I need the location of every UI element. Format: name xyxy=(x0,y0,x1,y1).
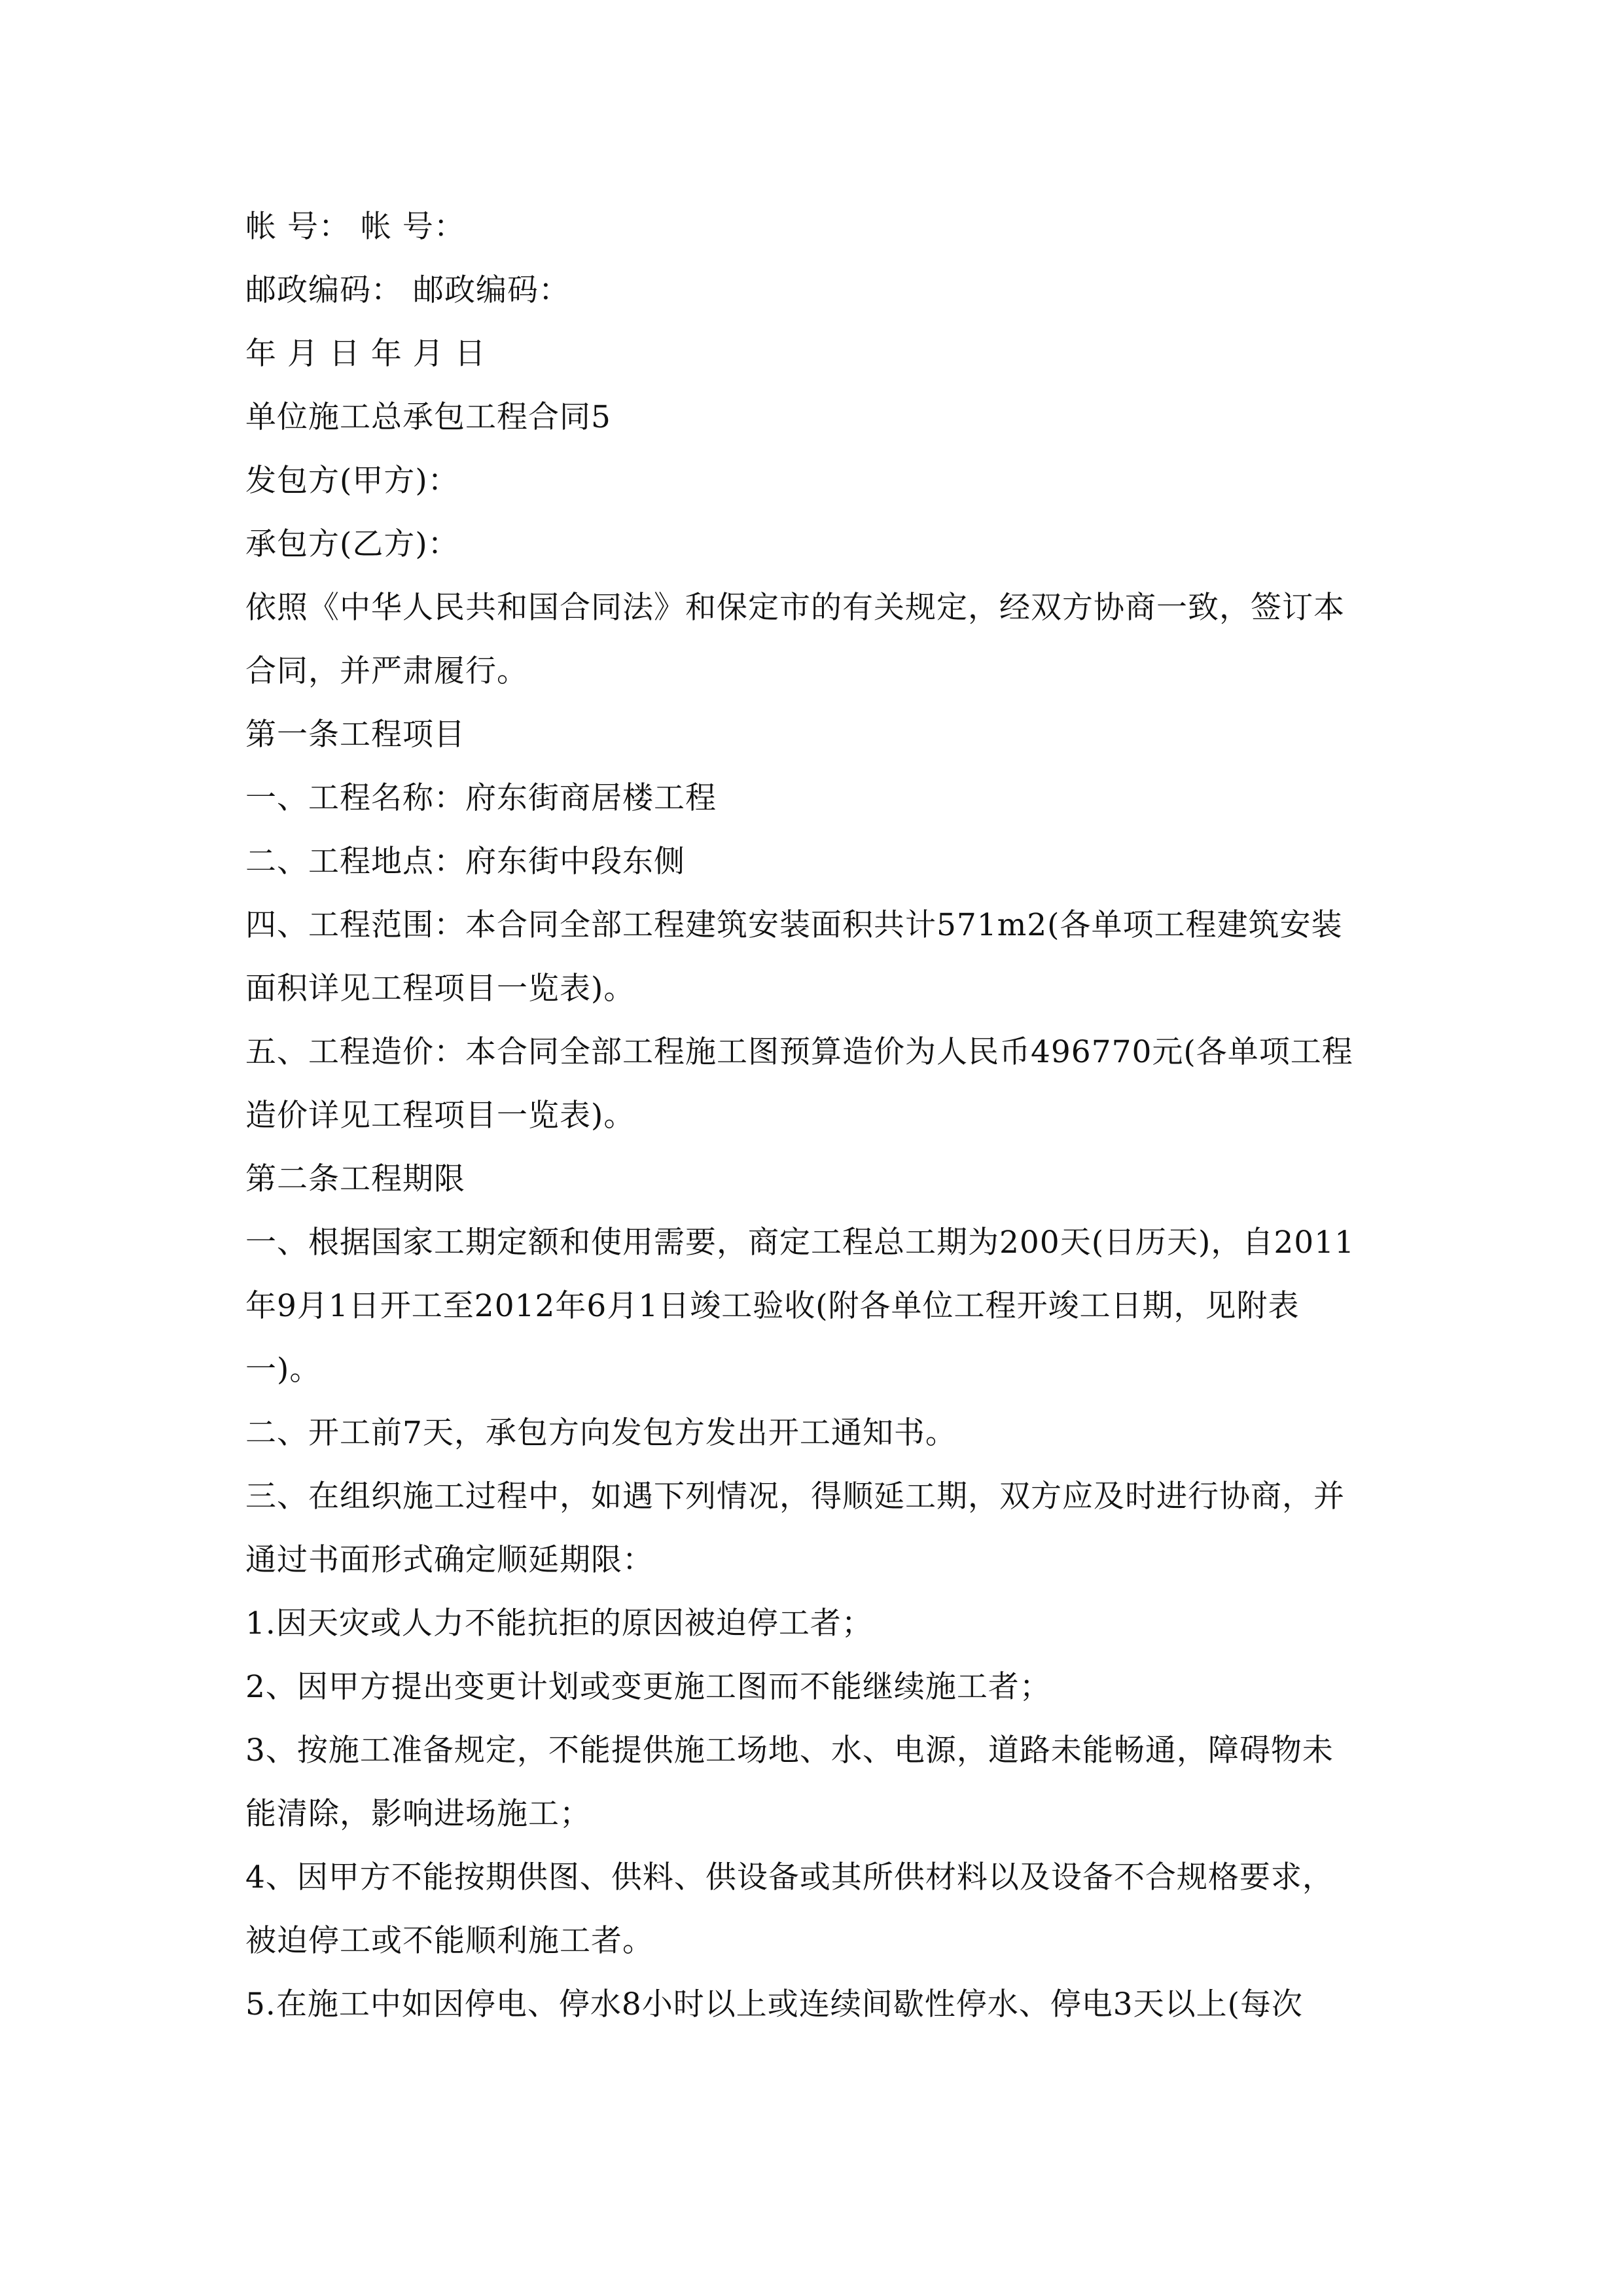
contract-title: 单位施工总承包工程合同5 xyxy=(245,399,611,435)
text-line: 一、根据国家工期定额和使用需要，商定工程总工期为200天(日历天)，自2011 xyxy=(245,1225,1355,1261)
text-line: 合同，并严肃履行。 xyxy=(245,653,528,689)
text-line-party-a: 发包方(甲方)： xyxy=(245,463,459,499)
list-item: 1.因天灾或人力不能抗拒的原因被迫停工者； xyxy=(245,1605,873,1641)
text-line: 面积详见工程项目一览表)。 xyxy=(245,971,635,1007)
text-line: 二、工程地点：府东街中段东侧 xyxy=(245,844,685,880)
list-item: 2、因甲方提出变更计划或变更施工图而不能继续施工者； xyxy=(245,1669,1051,1705)
text-line: 二、开工前7天，承包方向发包方发出开工通知书。 xyxy=(245,1415,957,1451)
text-line: 依照《中华人民共和国合同法》和保定市的有关规定，经双方协商一致，签订本 xyxy=(245,590,1345,626)
text-line: 造价详见工程项目一览表)。 xyxy=(245,1098,635,1134)
article-heading-2: 第二条工程期限 xyxy=(245,1161,465,1197)
text-line: 年9月1日开工至2012年6月1日竣工验收(附各单位工程开竣工日期，见附表 xyxy=(245,1288,1300,1324)
article-heading-1: 第一条工程项目 xyxy=(245,717,465,753)
text-line: 一、工程名称：府东街商居楼工程 xyxy=(245,780,717,816)
text-line: 被迫停工或不能顺利施工者。 xyxy=(245,1923,654,1959)
text-line: 通过书面形式确定顺延期限： xyxy=(245,1542,654,1578)
list-item: 4、因甲方不能按期供图、供料、供设备或其所供材料以及设备不合规格要求， xyxy=(245,1859,1334,1895)
text-line: 能清除，影响进场施工； xyxy=(245,1796,591,1832)
text-line: 三、在组织施工过程中，如遇下列情况，得顺延工期，双方应及时进行协商，并 xyxy=(245,1479,1345,1515)
text-line: 四、工程范围：本合同全部工程建筑安装面积共计571m2(各单项工程建筑安装 xyxy=(245,907,1343,943)
document-body xyxy=(245,195,1381,2036)
text-line-party-b: 承包方(乙方)： xyxy=(245,526,459,562)
text-line: 一)。 xyxy=(245,1352,321,1388)
text-line-postal-code: 邮政编码： 邮政编码： xyxy=(245,272,570,308)
list-item: 5.在施工中如因停电、停水8小时以上或连续间歇性停水、停电3天以上(每次 xyxy=(245,1986,1303,2022)
text-line: 五、工程造价：本合同全部工程施工图预算造价为人民币496770元(各单项工程 xyxy=(245,1034,1353,1070)
list-item: 3、按施工准备规定，不能提供施工场地、水、电源，道路未能畅通，障碍物未 xyxy=(245,1732,1334,1768)
text-line-date: 年 月 日 年 月 日 xyxy=(245,336,486,372)
text-line-account: 帐 号： 帐 号： xyxy=(245,209,465,245)
